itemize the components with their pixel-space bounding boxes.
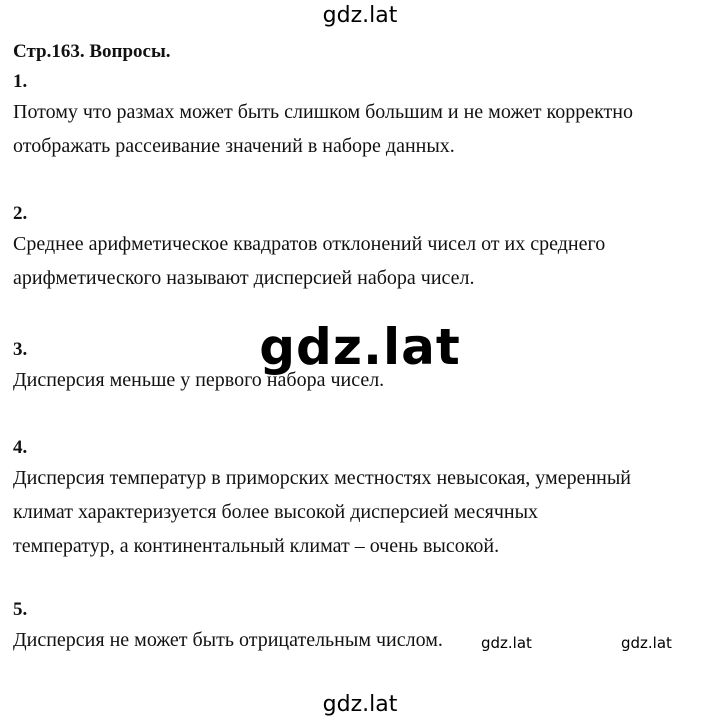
question-number: 3. <box>13 339 28 360</box>
question-4 <box>13 435 713 563</box>
question-number: 1. <box>13 71 28 92</box>
watermark-small-1: gdz.lat <box>481 634 532 652</box>
question-2 <box>13 201 713 295</box>
answer-line: Потому что размах может быть слишком большим и не может корректно <box>13 101 633 123</box>
question-number: 4. <box>13 437 28 458</box>
watermark-bottom: gdz.lat <box>322 692 398 717</box>
question-1 <box>13 69 713 163</box>
question-5 <box>13 597 713 657</box>
question-number: 2. <box>13 203 28 224</box>
answer-line: отображать рассеивание значений в наборе данных. <box>13 135 455 157</box>
answer-line: климат характеризуется более высокой дисперсией месячных <box>13 501 539 523</box>
watermark-small-2: gdz.lat <box>621 634 672 652</box>
answer-line: температур, а континентальный климат – очень высокой. <box>13 535 500 557</box>
watermark-top: gdz.lat <box>322 3 398 28</box>
answer-line: Дисперсия меньше у первого набора чисел. <box>13 369 385 391</box>
watermark-center: gdz.lat <box>259 318 461 376</box>
answer-line: Дисперсия не может быть отрицательным числом. <box>13 629 443 651</box>
question-number: 5. <box>13 599 28 620</box>
answer-line: арифметического называют дисперсией набора чисел. <box>13 267 475 289</box>
answer-line: Среднее арифметическое квадратов отклонений чисел от их среднего <box>13 233 606 255</box>
page-title: Стр.163. Вопросы. <box>13 41 171 62</box>
answer-line: Дисперсия температур в приморских местностях невысокая, умеренный <box>13 467 631 489</box>
